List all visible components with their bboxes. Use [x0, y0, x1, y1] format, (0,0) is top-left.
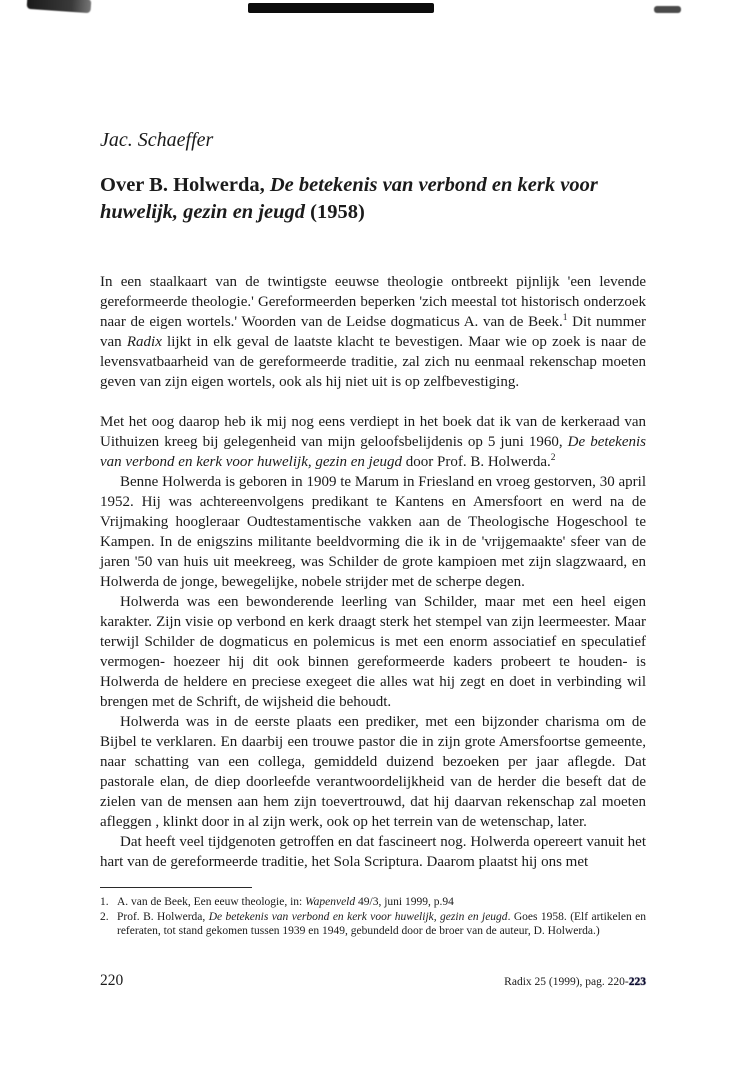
body-paragraph [100, 832, 646, 872]
page-footer [100, 972, 646, 990]
text-run: Holwerda was in de eerste plaats een prediker, met een bijzonder charisma om de Bijbel te verklaren. En daarbij een trouwe pastor die in zijn grote Amersfoortse gemeente, naar schatting van een collega, gemiddeld duizend bezoeken per jaar aflegde. Dat pastorale elan, de diep doorleefde verantwoordelijkheid van de herder die beseft dat de zielen van de mensen aan hem zijn toevertrouwd, dat hij daarvan rekenschap zal moeten afleggen , klinkt door in al zijn werk, ook op het terrein van de wetenschap, later. [100, 714, 646, 830]
text-run: Prof. B. Holwerda, [117, 910, 209, 923]
text-run: 49/3, juni 1999, p.94 [355, 896, 454, 908]
text-run: De betekenis van verbond en kerk voor huwelijk, gezin en jeugd [100, 434, 646, 470]
text-run: lijkt in elk geval de laatste klacht te bevestigen. Maar wie op zoek is naar de levensvatbaarheid van de gereformeerde traditie, zal zich nu eenmaal rekenschap moeten geven van zijn eigen wortels, ook als hij niet uit is op zelfbevestiging. [100, 334, 646, 390]
text-run: Holwerda was een bewonderende leerling van Schilder, maar met een heel eigen karakter. Zijn visie op verbond en kerk draagt sterk het stempel van zijn leermeester. Maar terwijl Schilder de dogmaticus en polemicus is met een enorm associatief en speculatief vermogen- hoezeer hij dit ook binnen gereformeerde kaders probeert te houden- is Holwerda de heldere en preciese exegeet die alles wat hij zegt en doet in verbinding wil brengen met de Schrift, de wijsheid die behoudt. [100, 594, 646, 710]
author-name: Jac. Schaeffer [100, 129, 214, 151]
text-run: Radix [126, 334, 162, 350]
text-run: Met het oog daarop heb ik mij nog eens verdiept in het boek dat ik van de kerkeraad van Uithuizen kreeg bij gelegenheid van mijn geloofsbelijdenis op 5 juni 1960, [100, 414, 646, 450]
journal-reference-text: Radix 25 (1999), pag. 220- [504, 976, 629, 988]
scan-artifact [654, 6, 681, 13]
text-run: Wapenveld [305, 896, 356, 908]
text-run: door Prof. B. Holwerda. [402, 454, 551, 470]
footnote-divider [100, 887, 252, 888]
article-content [100, 0, 646, 939]
footnote-marker: 2 [550, 453, 556, 463]
footnote-number: 1. [100, 896, 109, 908]
text-run: Dat heeft veel tijdgenoten getroffen en dat fascineert nog. Holwerda opereert vanuit het hart van de gereformeerde traditie, het Sola Scriptura. Daarom plaatst hij ons met [100, 834, 646, 870]
title-year: (1958) [305, 201, 365, 223]
article-title [100, 172, 646, 226]
scan-artifact [27, 0, 92, 13]
footnote-marker: 1 [562, 313, 568, 323]
article-body [100, 272, 646, 872]
text-run: De betekenis van verbond en kerk voor huwelijk, gezin en jeugd [208, 910, 508, 923]
footnote [100, 895, 646, 910]
journal-reference-pages: 223 [628, 976, 646, 988]
title-prefix: Over B. Holwerda, [100, 174, 270, 196]
text-run: In een staalkaart van de twintigste eeuwse theologie ontbreekt pijnlijk 'een levende gereformeerde theologie.' Gereformeerden beperken 'zich meestal tot historisch onderzoek naar de eigen wortels.' Woorden van de Leidse dogmaticus A. van de Beek. [100, 274, 646, 330]
footnote-list [100, 895, 646, 939]
title-book-name: De betekenis van verbond en kerk voor huwelijk, gezin en jeugd [100, 174, 598, 223]
text-run: Dit nummer van [100, 314, 646, 350]
footnote [100, 910, 646, 939]
footnote-number: 2. [100, 910, 109, 923]
text-run: A. van de Beek, Een eeuw theologie, in: [117, 896, 306, 908]
body-paragraph [100, 272, 646, 392]
body-paragraph [100, 712, 646, 832]
journal-reference [504, 976, 646, 988]
footnotes-section [100, 887, 646, 939]
body-paragraph [100, 412, 646, 472]
page-number: 220 [100, 972, 124, 989]
body-paragraph [100, 472, 646, 592]
body-paragraph [100, 592, 646, 712]
text-run: . Goes 1958. (Elf artikelen en referaten, tot stand gekomen tussen 1939 en 1949, gebundeld door de broer van de auteur, D. Holwerda.) [117, 910, 646, 937]
text-run: Benne Holwerda is geboren in 1909 te Marum in Friesland en vroeg gestorven, 30 april 1952. Hij was achtereenvolgens predikant te Kantens en Amersfoort en werd na de Vrijmaking hoogleraar Oudtestamentische vakken aan de Theologische Hogeschool te Kampen. In de enigszins militante beeldvorming die ik in de 'vrijgemaakte' sfeer van de jaren '50 van huis uit meekreeg, was Schilder de grote kampioen met zijn slagzwaard, en Holwerda de jonge, bewegelijke, nobele strijder met de scherpe degen. [100, 474, 646, 590]
